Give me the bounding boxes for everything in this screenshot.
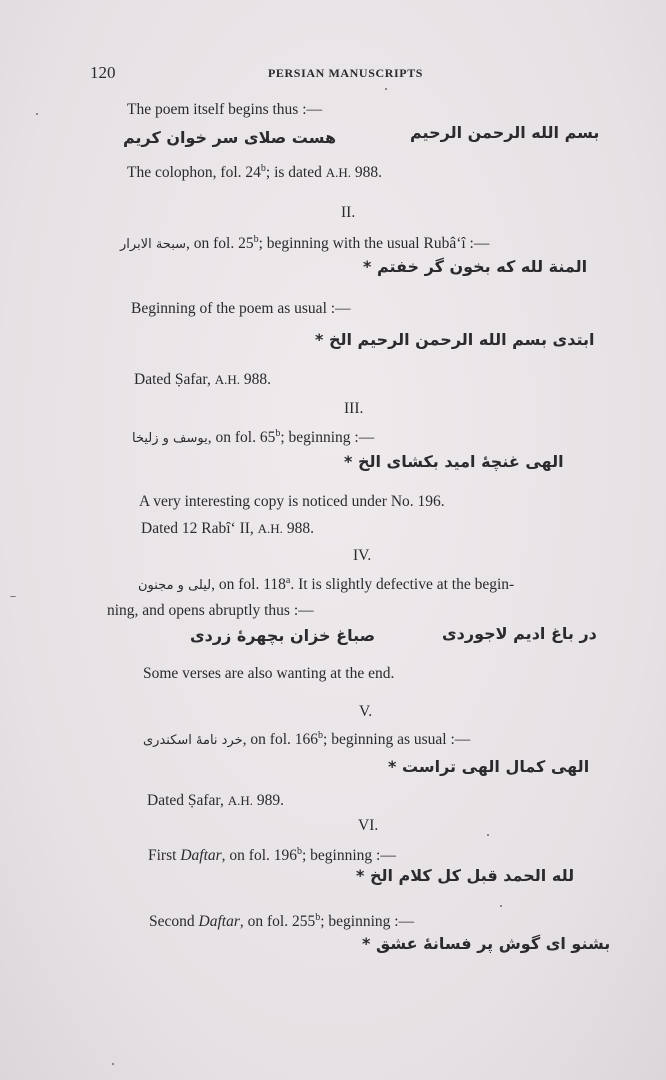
paper-speck: [487, 834, 489, 836]
text-line: Dated Ṣafar, A.H. 988.: [134, 371, 271, 388]
text-line: The colophon, fol. 24$^b$; is dated A.H. 988.: [127, 163, 383, 182]
running-title: PERSIAN MANUSCRIPTS: [268, 66, 424, 80]
section-heading: VI.: [358, 817, 379, 834]
section-heading: II.: [341, 204, 356, 221]
paper-speck: [500, 905, 502, 907]
text-line: ning, and opens abruptly thus :—: [107, 602, 314, 619]
section-heading: V.: [359, 703, 373, 720]
text-line: لیلی و مجنون, on fol. 118$^a$. It is slightly defective at the begin-: [138, 575, 515, 594]
page-number: 120: [90, 63, 116, 82]
text-line: سبحة الابرار, on fol. 25$^b$; beginning with the usual Rubâ‘î :—: [120, 234, 490, 253]
arabic-verse: الهی کمال الهی تراست *: [388, 757, 590, 776]
arabic-verse: هست صلای سر خوان کریم: [123, 128, 337, 147]
text-line: Second Daftar, on fol. 255$^b$; beginning :—: [149, 912, 415, 931]
arabic-verse: صباغ خزان بچهرۀ زردی: [190, 626, 376, 645]
text-line: First Daftar, on fol. 196$^b$; beginning :—: [148, 846, 396, 865]
section-heading: III.: [344, 400, 364, 417]
arabic-verse: المنة لله که بخون گر خفتم *: [363, 257, 588, 276]
arabic-verse: لله الحمد قبل کل کلام الخ *: [356, 866, 575, 885]
paper-speck: [112, 1063, 114, 1065]
text-line: Some verses are also wanting at the end.: [143, 665, 395, 682]
text-line: Dated Ṣafar, A.H. 989.: [147, 792, 284, 809]
arabic-verse: ابتدی بسم الله الرحمن الرحیم الخ *: [315, 330, 595, 349]
text-line: یوسف و زلیخا, on fol. 65$^b$; beginning :—: [132, 428, 375, 447]
paper-speck: [385, 88, 387, 90]
paper-speck: [36, 113, 38, 115]
section-heading: IV.: [353, 547, 372, 564]
arabic-verse: بسم الله الرحمن الرحيم: [410, 123, 600, 142]
arabic-verse: در باغ ادیم لاجوردی: [442, 624, 597, 643]
text-line: Dated 12 Rabî‘ II, A.H. 988.: [141, 520, 314, 537]
text-line: خرد نامۀ اسکندری, on fol. 166$^b$; beginning as usual :—: [143, 730, 471, 749]
text-line: The poem itself begins thus :—: [127, 101, 323, 118]
arabic-verse: بشنو ای گوش پر فسانۀ عشق *: [362, 934, 611, 953]
text-line: Beginning of the poem as usual :—: [131, 300, 351, 317]
paper-speck: [10, 596, 16, 597]
text-line: A very interesting copy is noticed under No. 196.: [139, 493, 445, 510]
arabic-verse: الهی غنچۀ امید بکشای الخ *: [344, 452, 564, 471]
